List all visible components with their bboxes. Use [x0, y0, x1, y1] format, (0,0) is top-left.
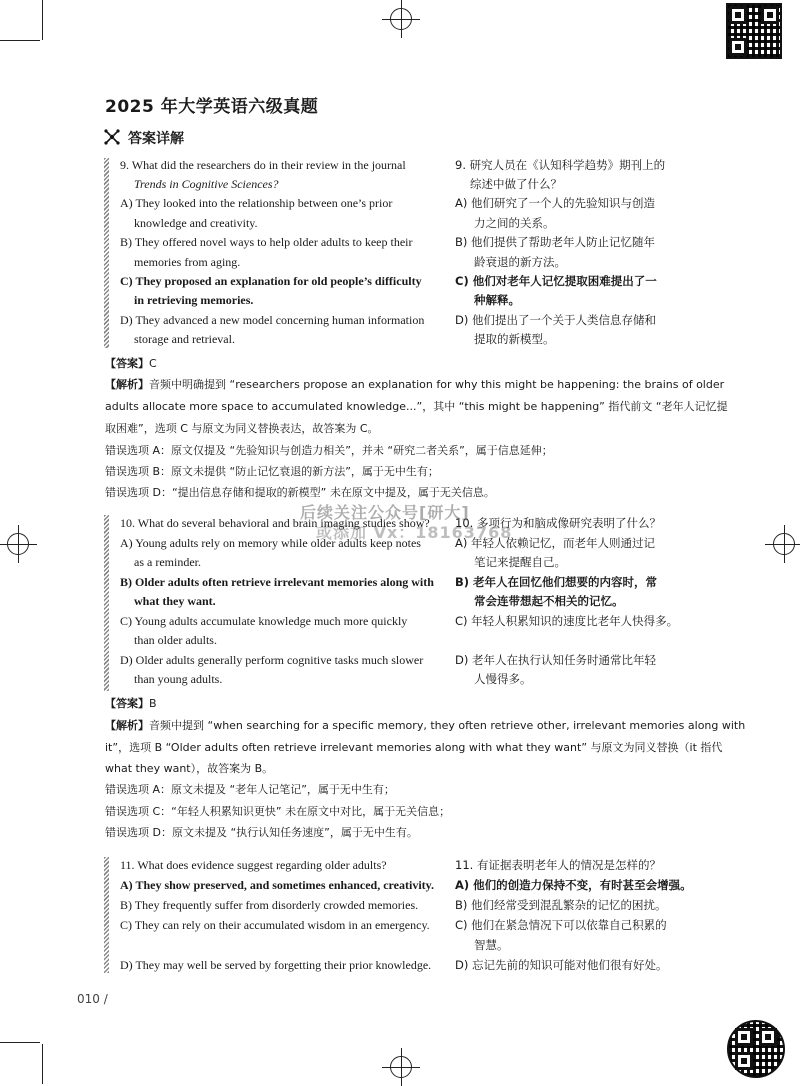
crop-mark [42, 1044, 43, 1084]
wrong-option-note: 错误选项 B：原文未提供 “防止记忆衰退的新方法”，属于无中生有； [105, 465, 439, 478]
watermark: 后续关注公众号[研大] [300, 503, 470, 522]
wrong-option-note: 错误选项 C：“年轻人积累知识更快” 未在原文中对比，属于无关信息； [105, 805, 451, 818]
question-bar [104, 515, 109, 691]
crop-mark [0, 40, 40, 41]
answer-value: C [149, 357, 157, 370]
option-b-correct: 常会连带想起不相关的记忆。 [474, 594, 624, 608]
option-b-correct: B) 老年人在回忆他们想要的内容时，常 [455, 575, 658, 589]
crop-mark [42, 0, 43, 40]
atom-icon [103, 128, 121, 146]
registration-mark-top [390, 8, 412, 30]
option-b: B) 他们经常受到混乱繁杂的记忆的困扰。 [455, 898, 667, 912]
registration-mark-right [773, 533, 795, 555]
qr-code-icon [727, 1020, 785, 1078]
option-c: 智慧。 [474, 938, 509, 952]
answer-line [105, 693, 157, 714]
question-stem: 10. What do several behavioral and brain imaging studies show? [120, 516, 430, 530]
option-a: A) 他们研究了一个人的先验知识与创造 [455, 196, 656, 210]
option-d: than young adults. [134, 672, 223, 686]
option-a: A) Young adults rely on memory while older adults keep notes [120, 536, 421, 550]
crop-mark [0, 1042, 40, 1043]
wrong-option-note: 错误选项 A：原文仅提及 “先验知识与创造力相关”，并未 “研究二者关系”，属于信息延伸； [105, 444, 553, 457]
answer-line [105, 353, 157, 374]
wrong-option-note: 错误选项 D：“提出信息存储和提取的新模型” 未在原文中提及，属于无关信息。 [105, 486, 495, 499]
option-c: C) 年轻人积累知识的速度比老年人快得多。 [455, 614, 679, 628]
page-number: 010 / [77, 992, 108, 1006]
analysis-line: 取困难”，选项 C 与原文为同义替换表达，故答案为 C。 [105, 422, 379, 435]
question-stem: 综述中做了什么？ [470, 177, 562, 191]
option-b: B) 他们提供了帮助老年人防止记忆随年 [455, 235, 656, 249]
wrong-option-note: 错误选项 D：原文未提及 “执行认知任务速度”，属于无中生有。 [105, 826, 418, 839]
option-b: B) They frequently suffer from disorderly crowded memories. [120, 898, 419, 912]
qr-code-icon [726, 3, 782, 59]
analysis-line: adults allocate more space to accumulated knowledge...”，其中 “this might be happening” 指代前文 “老年人记忆提 [105, 400, 728, 413]
option-c: than older adults. [134, 633, 217, 647]
analysis-line: 【解析】音频中提到 “when searching for a specific memory, they often retrieve other, irrelevant memories along with [105, 719, 746, 732]
option-d: 提取的新模型。 [474, 332, 555, 346]
analysis-line: 【解析】音频中明确提到 “researchers propose an explanation for why this might be happening: the brains of older [105, 378, 725, 391]
registration-mark-bottom [390, 1056, 412, 1078]
option-a: knowledge and creativity. [134, 216, 258, 230]
answer-label: 【答案】 [105, 357, 149, 370]
option-a-correct: A) 他们的创造力保持不变，有时甚至会增强。 [455, 878, 692, 892]
option-c-correct: 种解释。 [474, 293, 520, 307]
option-b-correct: what they want. [134, 594, 216, 608]
section-title: 答案详解 [128, 131, 184, 147]
option-a: as a reminder. [134, 555, 201, 569]
option-d: D) They may well be served by forgetting their prior knowledge. [120, 958, 432, 972]
question-stem: 9. What did the researchers do in their review in the journal [120, 158, 406, 172]
option-c: C) Young adults accumulate knowledge much more quickly [120, 614, 408, 628]
option-d: storage and retrieval. [134, 332, 235, 346]
page-title: 2025 年大学英语六级真题 [105, 97, 319, 117]
option-d: D) 老年人在执行认知任务时通常比年轻 [455, 653, 656, 667]
option-b: 龄衰退的新方法。 [474, 255, 566, 269]
option-a: A) They looked into the relationship between one’s prior [120, 196, 393, 210]
option-a: 笔记来提醒自己。 [474, 555, 566, 569]
option-c-correct: C) 他们对老年人记忆提取困难提出了一 [455, 274, 657, 288]
option-a: A) 年轻人依赖记忆，而老年人则通过记 [455, 536, 656, 550]
option-c: C) 他们在紧急情况下可以依靠自己积累的 [455, 918, 667, 932]
option-b: memories from aging. [134, 255, 241, 269]
analysis-label: 【解析】 [105, 719, 149, 732]
question-stem: 10. 多项行为和脑成像研究表明了什么？ [455, 516, 661, 530]
answer-label: 【答案】 [105, 697, 149, 710]
option-d: D) Older adults generally perform cognitive tasks much slower [120, 653, 424, 667]
answer-value: B [149, 697, 157, 710]
wrong-option-note: 错误选项 A：原文未提及 “老年人记笔记”，属于无中生有； [105, 783, 395, 796]
option-d: D) 他们提出了一个关于人类信息存储和 [455, 313, 656, 327]
option-d: 人慢得多。 [474, 672, 532, 686]
option-d: D) They advanced a new model concerning human information [120, 313, 425, 327]
analysis-line: it”，选项 B “Older adults often retrieve irrelevant memories along with what they want” 与原文为同义替换（it 指代 [105, 741, 723, 754]
question-bar [104, 158, 109, 348]
analysis-label: 【解析】 [105, 378, 149, 391]
option-d: D) 忘记先前的知识可能对他们很有好处。 [455, 958, 668, 972]
analysis-line: what they want），故答案为 B。 [105, 762, 274, 775]
question-stem: Trends in Cognitive Sciences? [134, 177, 279, 191]
option-b: B) They offered novel ways to help older adults to keep their [120, 235, 413, 249]
option-c-correct: in retrieving memories. [134, 293, 254, 307]
question-stem: 11. 有证据表明老年人的情况是怎样的？ [455, 858, 661, 872]
option-a: 力之间的关系。 [474, 216, 555, 230]
option-a-correct: A) They show preserved, and sometimes enhanced, creativity. [120, 878, 434, 892]
option-b-correct: B) Older adults often retrieve irrelevant memories along with [120, 575, 434, 589]
question-stem: 11. What does evidence suggest regarding older adults? [120, 858, 387, 872]
registration-mark-left [7, 533, 29, 555]
option-c-correct: C) They proposed an explanation for old people’s difficulty [120, 274, 422, 288]
question-stem: 9. 研究人员在《认知科学趋势》期刊上的 [455, 158, 666, 172]
question-bar [104, 857, 109, 973]
option-c: C) They can rely on their accumulated wisdom in an emergency. [120, 918, 430, 932]
watermark: 或添加 Vx：18163768 [316, 523, 513, 542]
